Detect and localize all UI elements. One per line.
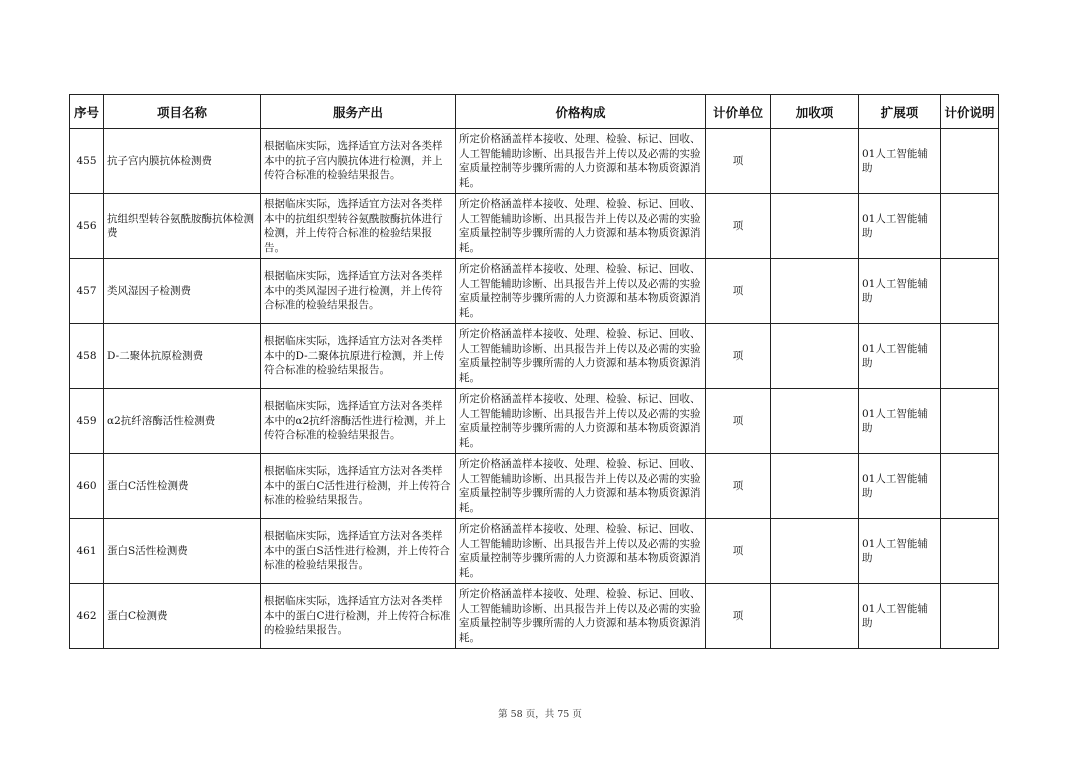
row-price: 所定价格涵盖样本接收、处理、检验、标记、回收、人工智能辅助诊断、出具报告并上传以及必需的实验室质量控制等步骤所需的人力资源和基本物质资源消耗。 [456, 584, 706, 649]
table-row [70, 259, 999, 324]
row-surcharge [771, 324, 859, 389]
row-output: 根据临床实际，选择适宜方法对各类样本中的类风湿因子进行检测，并上传符合标准的检验结果报告。 [261, 259, 456, 324]
row-extension: 01人工智能辅助 [859, 324, 941, 389]
header-seq: 序号 [70, 95, 104, 129]
row-seq: 455 [70, 129, 104, 194]
header-unit: 计价单位 [706, 95, 771, 129]
row-price: 所定价格涵盖样本接收、处理、检验、标记、回收、人工智能辅助诊断、出具报告并上传以及必需的实验室质量控制等步骤所需的人力资源和基本物质资源消耗。 [456, 454, 706, 519]
row-extension: 01人工智能辅助 [859, 129, 941, 194]
table-row [70, 129, 999, 194]
header-output: 服务产出 [261, 95, 456, 129]
row-seq: 460 [70, 454, 104, 519]
table-row [70, 194, 999, 259]
row-name: 类风湿因子检测费 [104, 259, 261, 324]
row-note [941, 454, 999, 519]
header-surcharge: 加收项 [771, 95, 859, 129]
row-price: 所定价格涵盖样本接收、处理、检验、标记、回收、人工智能辅助诊断、出具报告并上传以及必需的实验室质量控制等步骤所需的人力资源和基本物质资源消耗。 [456, 519, 706, 584]
row-output: 根据临床实际，选择适宜方法对各类样本中的蛋白S活性进行检测，并上传符合标准的检验结果报告。 [261, 519, 456, 584]
row-unit: 项 [706, 584, 771, 649]
row-note [941, 324, 999, 389]
row-seq: 462 [70, 584, 104, 649]
row-price: 所定价格涵盖样本接收、处理、检验、标记、回收、人工智能辅助诊断、出具报告并上传以及必需的实验室质量控制等步骤所需的人力资源和基本物质资源消耗。 [456, 129, 706, 194]
row-seq: 456 [70, 194, 104, 259]
table-row [70, 389, 999, 454]
pricing-table [69, 94, 999, 649]
row-seq: 457 [70, 259, 104, 324]
row-price: 所定价格涵盖样本接收、处理、检验、标记、回收、人工智能辅助诊断、出具报告并上传以及必需的实验室质量控制等步骤所需的人力资源和基本物质资源消耗。 [456, 389, 706, 454]
row-name: 蛋白C检测费 [104, 584, 261, 649]
row-note [941, 519, 999, 584]
table-header-row [70, 95, 999, 129]
table-row [70, 584, 999, 649]
row-unit: 项 [706, 194, 771, 259]
row-seq: 458 [70, 324, 104, 389]
row-surcharge [771, 584, 859, 649]
row-note [941, 259, 999, 324]
table-row [70, 454, 999, 519]
row-output: 根据临床实际，选择适宜方法对各类样本中的抗组织型转谷氨酰胺酶抗体进行检测，并上传符合标准的检验结果报告。 [261, 194, 456, 259]
table-row [70, 324, 999, 389]
row-output: 根据临床实际，选择适宜方法对各类样本中的α2抗纤溶酶活性进行检测，并上传符合标准的检验结果报告。 [261, 389, 456, 454]
header-extension: 扩展项 [859, 95, 941, 129]
row-unit: 项 [706, 129, 771, 194]
row-name: 蛋白C活性检测费 [104, 454, 261, 519]
header-note: 计价说明 [941, 95, 999, 129]
row-note [941, 389, 999, 454]
row-extension: 01人工智能辅助 [859, 259, 941, 324]
row-extension: 01人工智能辅助 [859, 194, 941, 259]
row-price: 所定价格涵盖样本接收、处理、检验、标记、回收、人工智能辅助诊断、出具报告并上传以及必需的实验室质量控制等步骤所需的人力资源和基本物质资源消耗。 [456, 194, 706, 259]
row-name: 抗子宫内膜抗体检测费 [104, 129, 261, 194]
row-unit: 项 [706, 259, 771, 324]
row-extension: 01人工智能辅助 [859, 519, 941, 584]
row-surcharge [771, 129, 859, 194]
row-output: 根据临床实际，选择适宜方法对各类样本中的蛋白C活性进行检测，并上传符合标准的检验结果报告。 [261, 454, 456, 519]
row-surcharge [771, 259, 859, 324]
row-note [941, 129, 999, 194]
row-price: 所定价格涵盖样本接收、处理、检验、标记、回收、人工智能辅助诊断、出具报告并上传以及必需的实验室质量控制等步骤所需的人力资源和基本物质资源消耗。 [456, 324, 706, 389]
row-unit: 项 [706, 324, 771, 389]
row-name: 蛋白S活性检测费 [104, 519, 261, 584]
row-name: α2抗纤溶酶活性检测费 [104, 389, 261, 454]
row-extension: 01人工智能辅助 [859, 454, 941, 519]
row-output: 根据临床实际，选择适宜方法对各类样本中的蛋白C进行检测，并上传符合标准的检验结果报告。 [261, 584, 456, 649]
row-extension: 01人工智能辅助 [859, 584, 941, 649]
row-surcharge [771, 454, 859, 519]
row-price: 所定价格涵盖样本接收、处理、检验、标记、回收、人工智能辅助诊断、出具报告并上传以及必需的实验室质量控制等步骤所需的人力资源和基本物质资源消耗。 [456, 259, 706, 324]
row-unit: 项 [706, 454, 771, 519]
row-surcharge [771, 194, 859, 259]
row-seq: 461 [70, 519, 104, 584]
row-surcharge [771, 389, 859, 454]
row-unit: 项 [706, 389, 771, 454]
row-output: 根据临床实际，选择适宜方法对各类样本中的抗子宫内膜抗体进行检测，并上传符合标准的检验结果报告。 [261, 129, 456, 194]
table-row [70, 519, 999, 584]
row-unit: 项 [706, 519, 771, 584]
header-price: 价格构成 [456, 95, 706, 129]
row-seq: 459 [70, 389, 104, 454]
row-name: D-二聚体抗原检测费 [104, 324, 261, 389]
header-name: 项目名称 [104, 95, 261, 129]
row-extension: 01人工智能辅助 [859, 389, 941, 454]
page-number: 第 58 页，共 75 页 [498, 709, 582, 720]
row-name: 抗组织型转谷氨酰胺酶抗体检测费 [104, 194, 261, 259]
row-output: 根据临床实际，选择适宜方法对各类样本中的D-二聚体抗原进行检测，并上传符合标准的检验结果报告。 [261, 324, 456, 389]
row-note [941, 584, 999, 649]
row-surcharge [771, 519, 859, 584]
row-note [941, 194, 999, 259]
